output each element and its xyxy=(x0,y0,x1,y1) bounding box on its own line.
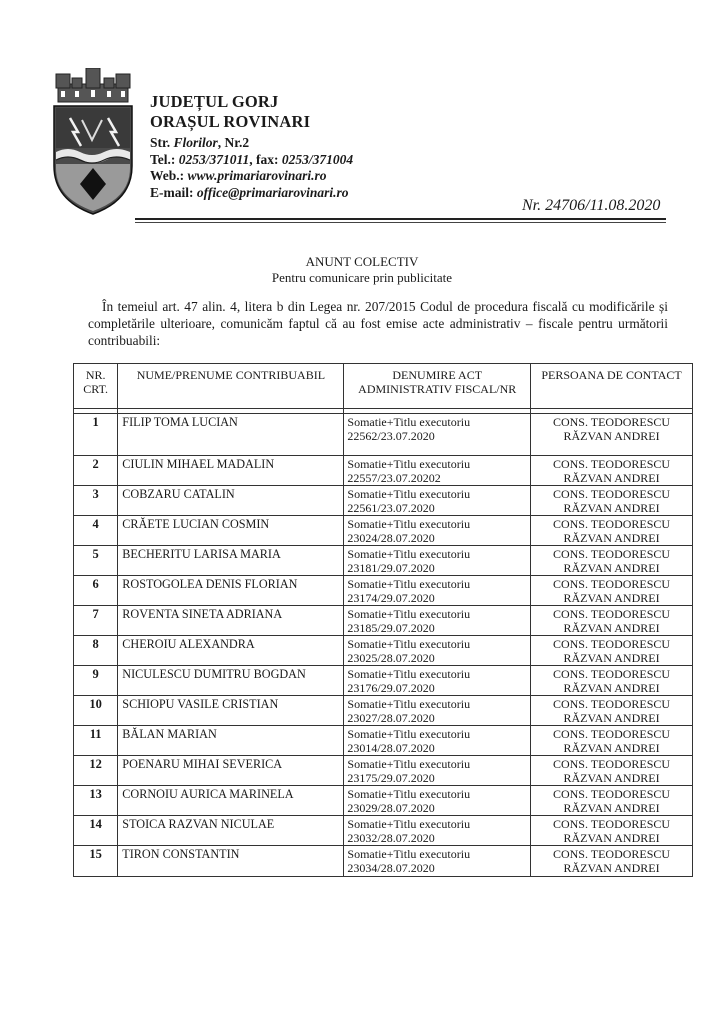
web-value: www.primariarovinari.ro xyxy=(187,168,327,183)
row-contact-title: CONS. TEODORESCU xyxy=(552,487,671,501)
table-row xyxy=(74,846,693,877)
row-contact xyxy=(531,456,693,486)
row-act xyxy=(344,606,531,636)
taxpayers-table xyxy=(73,363,693,877)
row-act-number: 22557/23.07.20202 xyxy=(347,470,441,485)
row-name: BECHERITU LARISA MARIA xyxy=(118,546,344,576)
row-name: POENARU MIHAI SEVERICA xyxy=(118,756,344,786)
row-act-number: 23027/28.07.2020 xyxy=(347,710,435,725)
row-name: ROSTOGOLEA DENIS FLORIAN xyxy=(118,576,344,606)
header-divider xyxy=(135,218,666,220)
row-nr: 8 xyxy=(74,636,118,666)
row-nr: 2 xyxy=(74,456,118,486)
row-name: COBZARU CATALIN xyxy=(118,486,344,516)
row-name: STOICA RAZVAN NICULAE xyxy=(118,816,344,846)
row-name: CORNOIU AURICA MARINELA xyxy=(118,786,344,816)
table-row xyxy=(74,786,693,816)
row-nr: 6 xyxy=(74,576,118,606)
row-act xyxy=(344,756,531,786)
row-nr: 10 xyxy=(74,696,118,726)
row-act-number: 23029/28.07.2020 xyxy=(347,800,435,815)
row-contact-name: RĂZVAN ANDREI xyxy=(563,860,660,875)
row-act-number: 23181/29.07.2020 xyxy=(347,560,435,575)
street-value: Florilor xyxy=(173,135,218,150)
row-act xyxy=(344,456,531,486)
row-act-type: Somatie+Titlu executoriu xyxy=(347,757,471,771)
table-row xyxy=(74,816,693,846)
row-act-type: Somatie+Titlu executoriu xyxy=(347,667,471,681)
row-nr: 14 xyxy=(74,816,118,846)
row-contact xyxy=(531,414,693,456)
row-nr: 9 xyxy=(74,666,118,696)
row-act xyxy=(344,414,531,456)
header-name: NUME/PRENUME CONTRIBUABIL xyxy=(118,364,344,409)
table-row xyxy=(74,696,693,726)
row-nr: 12 xyxy=(74,756,118,786)
row-act-number: 23032/28.07.2020 xyxy=(347,830,435,845)
row-contact-title: CONS. TEODORESCU xyxy=(552,667,671,681)
row-act-type: Somatie+Titlu executoriu xyxy=(347,487,471,501)
row-act-type: Somatie+Titlu executoriu xyxy=(347,787,471,801)
table-header-row xyxy=(74,364,693,409)
address-line xyxy=(150,135,353,152)
row-contact-name: RĂZVAN ANDREI xyxy=(563,710,660,725)
row-name: FILIP TOMA LUCIAN xyxy=(118,414,344,456)
row-contact xyxy=(531,696,693,726)
row-act-type: Somatie+Titlu executoriu xyxy=(347,547,471,561)
row-name: NICULESCU DUMITRU BOGDAN xyxy=(118,666,344,696)
row-act-type: Somatie+Titlu executoriu xyxy=(347,727,471,741)
web-line xyxy=(150,168,353,185)
phone-line xyxy=(150,152,353,169)
table-row xyxy=(74,636,693,666)
row-contact-title: CONS. TEODORESCU xyxy=(552,697,671,711)
row-nr: 13 xyxy=(74,786,118,816)
row-contact-title: CONS. TEODORESCU xyxy=(552,547,671,561)
header-act: DENUMIRE ACT ADMINISTRATIV FISCAL/NR xyxy=(344,364,531,409)
web-label: Web.: xyxy=(150,168,188,183)
row-act-number: 23014/28.07.2020 xyxy=(347,740,435,755)
table-row xyxy=(74,606,693,636)
row-act-number: 22561/23.07.2020 xyxy=(347,500,435,515)
table-row xyxy=(74,516,693,546)
row-nr: 3 xyxy=(74,486,118,516)
row-contact-title: CONS. TEODORESCU xyxy=(552,787,671,801)
row-nr: 1 xyxy=(74,414,118,456)
row-contact xyxy=(531,486,693,516)
row-contact xyxy=(531,846,693,877)
coat-of-arms-icon xyxy=(48,68,138,216)
table-row xyxy=(74,546,693,576)
row-act-number: 23175/29.07.2020 xyxy=(347,770,435,785)
row-nr: 7 xyxy=(74,606,118,636)
table-row xyxy=(74,576,693,606)
row-contact-title: CONS. TEODORESCU xyxy=(552,817,671,831)
header-nr: NR. CRT. xyxy=(74,364,118,409)
table-row xyxy=(74,666,693,696)
row-contact-title: CONS. TEODORESCU xyxy=(552,415,671,429)
table-row xyxy=(74,414,693,456)
row-name: CIULIN MIHAEL MADALIN xyxy=(118,456,344,486)
row-contact-name: RĂZVAN ANDREI xyxy=(563,770,660,785)
row-act-number: 23176/29.07.2020 xyxy=(347,680,435,695)
intro-text: În temeiul art. 47 alin. 4, litera b din Legea nr. 207/2015 Codul de procedura fiscală cu modificările și completările ulterioare, comunicăm faptul că au fost emise acte administrativ – fiscale pentru următorii contribuabili: xyxy=(88,299,668,348)
row-act xyxy=(344,726,531,756)
row-name: SCHIOPU VASILE CRISTIAN xyxy=(118,696,344,726)
row-act xyxy=(344,786,531,816)
row-act-type: Somatie+Titlu executoriu xyxy=(347,817,471,831)
tel-label: Tel.: xyxy=(150,151,179,167)
email-value: office@primariarovinari.ro xyxy=(196,184,349,200)
row-contact-title: CONS. TEODORESCU xyxy=(552,847,671,861)
row-contact-name: RĂZVAN ANDREI xyxy=(563,500,660,515)
row-contact-title: CONS. TEODORESCU xyxy=(552,727,671,741)
header-contact: PERSOANA DE CONTACT xyxy=(531,364,693,409)
street-number: , Nr.2 xyxy=(217,135,250,150)
table-row xyxy=(74,726,693,756)
header-divider-thin xyxy=(135,222,666,223)
notice-title: ANUNT COLECTIV xyxy=(305,254,419,269)
row-nr: 5 xyxy=(74,546,118,576)
table-row xyxy=(74,456,693,486)
contact-block xyxy=(150,135,353,201)
row-name: CRĂETE LUCIAN COSMIN xyxy=(118,516,344,546)
row-act-number: 23025/28.07.2020 xyxy=(347,650,435,665)
row-act xyxy=(344,666,531,696)
row-contact-name: RĂZVAN ANDREI xyxy=(563,530,660,545)
row-contact-title: CONS. TEODORESCU xyxy=(552,517,671,531)
tel-value: 0253/371011 xyxy=(178,151,250,167)
row-act-type: Somatie+Titlu executoriu xyxy=(347,517,471,531)
row-contact xyxy=(531,786,693,816)
row-contact xyxy=(531,756,693,786)
row-contact-name: RĂZVAN ANDREI xyxy=(563,560,660,575)
row-contact xyxy=(531,546,693,576)
row-contact xyxy=(531,726,693,756)
row-act-type: Somatie+Titlu executoriu xyxy=(347,415,471,429)
row-contact-title: CONS. TEODORESCU xyxy=(552,607,671,621)
row-act-number: 23174/29.07.2020 xyxy=(347,590,435,605)
row-contact xyxy=(531,606,693,636)
row-act xyxy=(344,846,531,877)
row-act-type: Somatie+Titlu executoriu xyxy=(347,457,471,471)
intro-paragraph xyxy=(88,298,668,349)
email-label: E-mail: xyxy=(150,184,197,200)
row-act xyxy=(344,546,531,576)
row-act xyxy=(344,576,531,606)
table-row xyxy=(74,486,693,516)
fax-value: 0253/371004 xyxy=(281,151,354,167)
institution-header xyxy=(150,92,310,132)
row-act-number: 22562/23.07.2020 xyxy=(347,428,435,443)
row-act-type: Somatie+Titlu executoriu xyxy=(347,637,471,651)
row-contact-title: CONS. TEODORESCU xyxy=(552,457,671,471)
row-act xyxy=(344,486,531,516)
row-name: BĂLAN MARIAN xyxy=(118,726,344,756)
row-nr: 15 xyxy=(74,846,118,877)
row-contact-name: RĂZVAN ANDREI xyxy=(563,800,660,815)
row-contact-name: RĂZVAN ANDREI xyxy=(563,428,660,443)
row-act-number: 23024/28.07.2020 xyxy=(347,530,435,545)
row-nr: 11 xyxy=(74,726,118,756)
row-act-type: Somatie+Titlu executoriu xyxy=(347,847,471,861)
row-nr: 4 xyxy=(74,516,118,546)
row-act xyxy=(344,696,531,726)
row-contact-title: CONS. TEODORESCU xyxy=(552,577,671,591)
row-contact-title: CONS. TEODORESCU xyxy=(552,757,671,771)
row-contact xyxy=(531,816,693,846)
row-act-type: Somatie+Titlu executoriu xyxy=(347,697,471,711)
fax-label: , fax: xyxy=(249,151,282,167)
row-act-number: 23034/28.07.2020 xyxy=(347,860,435,875)
email-line xyxy=(150,185,353,202)
row-name: CHEROIU ALEXANDRA xyxy=(118,636,344,666)
row-contact-name: RĂZVAN ANDREI xyxy=(563,830,660,845)
table-body xyxy=(74,414,693,877)
row-contact-name: RĂZVAN ANDREI xyxy=(563,470,660,485)
row-contact-name: RĂZVAN ANDREI xyxy=(563,620,660,635)
row-act xyxy=(344,636,531,666)
document-number: Nr. 24706/11.08.2020 xyxy=(522,197,661,214)
notice-subtitle: Pentru comunicare prin publicitate xyxy=(271,270,453,285)
row-contact xyxy=(531,666,693,696)
street-label: Str. xyxy=(150,135,174,150)
row-name: TIRON CONSTANTIN xyxy=(118,846,344,877)
row-act-type: Somatie+Titlu executoriu xyxy=(347,607,471,621)
row-contact-name: RĂZVAN ANDREI xyxy=(563,650,660,665)
row-contact-title: CONS. TEODORESCU xyxy=(552,637,671,651)
row-contact xyxy=(531,516,693,546)
row-contact-name: RĂZVAN ANDREI xyxy=(563,680,660,695)
row-contact xyxy=(531,576,693,606)
table-row xyxy=(74,756,693,786)
town-name: ORAȘUL ROVINARI xyxy=(150,112,311,131)
row-contact-name: RĂZVAN ANDREI xyxy=(563,740,660,755)
row-act-type: Somatie+Titlu executoriu xyxy=(347,577,471,591)
row-act xyxy=(344,516,531,546)
row-name: ROVENTA SINETA ADRIANA xyxy=(118,606,344,636)
row-act xyxy=(344,816,531,846)
row-act-number: 23185/29.07.2020 xyxy=(347,620,435,635)
county-name: JUDEȚUL GORJ xyxy=(150,92,279,111)
row-contact xyxy=(531,636,693,666)
row-contact-name: RĂZVAN ANDREI xyxy=(563,590,660,605)
